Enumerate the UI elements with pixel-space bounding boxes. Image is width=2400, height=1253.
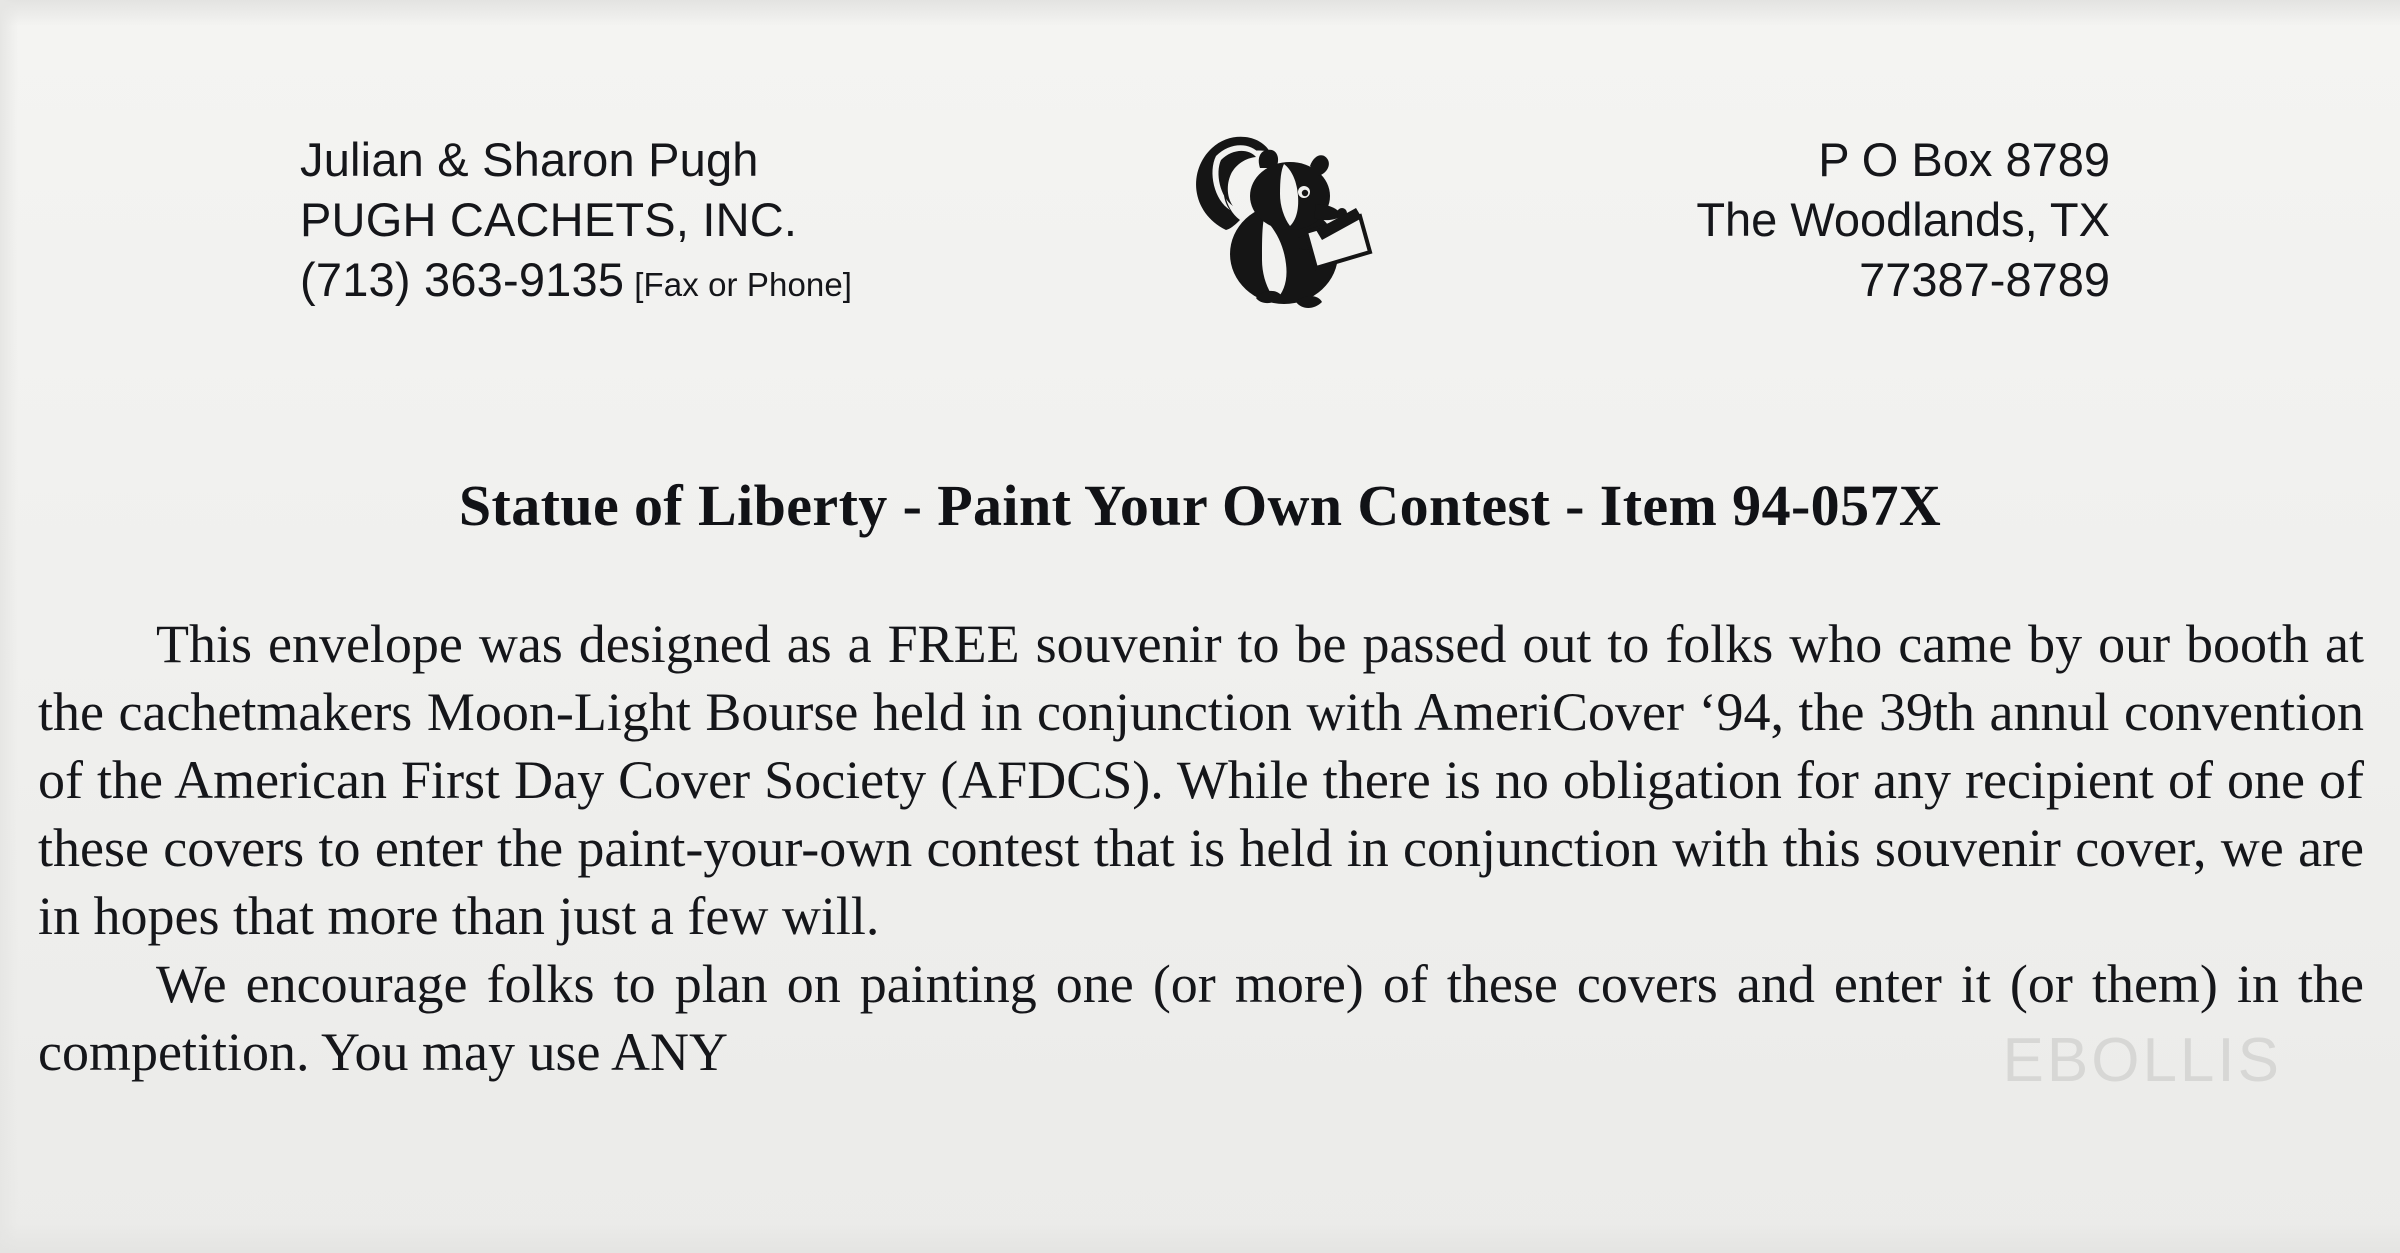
page-edge-shading-bottom — [0, 1223, 2400, 1253]
zip-code: 77387-8789 — [1859, 253, 2110, 307]
letterhead — [300, 130, 2120, 360]
city-state: The Woodlands, TX — [1696, 193, 2110, 247]
skunk-writing-icon — [1164, 112, 1384, 332]
page-edge-shading-top — [0, 0, 2400, 26]
paragraph-2: We encourage folks to plan on painting one (or more) of these covers and enter it (or them) in the competition. You may use ANY — [38, 954, 2364, 1082]
document-title: Statue of Liberty - Paint Your Own Contest - Item 94-057X — [458, 473, 1942, 538]
company-name: PUGH CACHETS, INC. — [300, 193, 798, 247]
letterhead-right-block — [1696, 130, 2120, 310]
phone-note: [Fax or Phone] — [634, 266, 853, 304]
phone-line — [300, 250, 852, 310]
po-box: P O Box 8789 — [1818, 133, 2110, 186]
document-body — [38, 610, 2364, 1086]
sender-names: Julian & Sharon Pugh — [300, 133, 759, 186]
page-edge-shading-left — [0, 0, 18, 1253]
letterhead-left-block — [300, 130, 852, 310]
phone-number: (713) 363-9135 — [300, 253, 625, 307]
paragraph-1: This envelope was designed as a FREE souvenir to be passed out to folks who came by our booth at the cachetmakers Moon-Light Bourse held in conjunction with AmeriCover ‘94, the 39th annul convention of the American First Day Cover Society (AFDCS). While there is no obligation for any recipient of one of these covers to enter the paint-your-own contest that is held in conjunction with this souvenir cover, we are in hopes that more than just a few will. — [38, 614, 2364, 946]
watermark: EBOLLIS — [2002, 1026, 2282, 1095]
